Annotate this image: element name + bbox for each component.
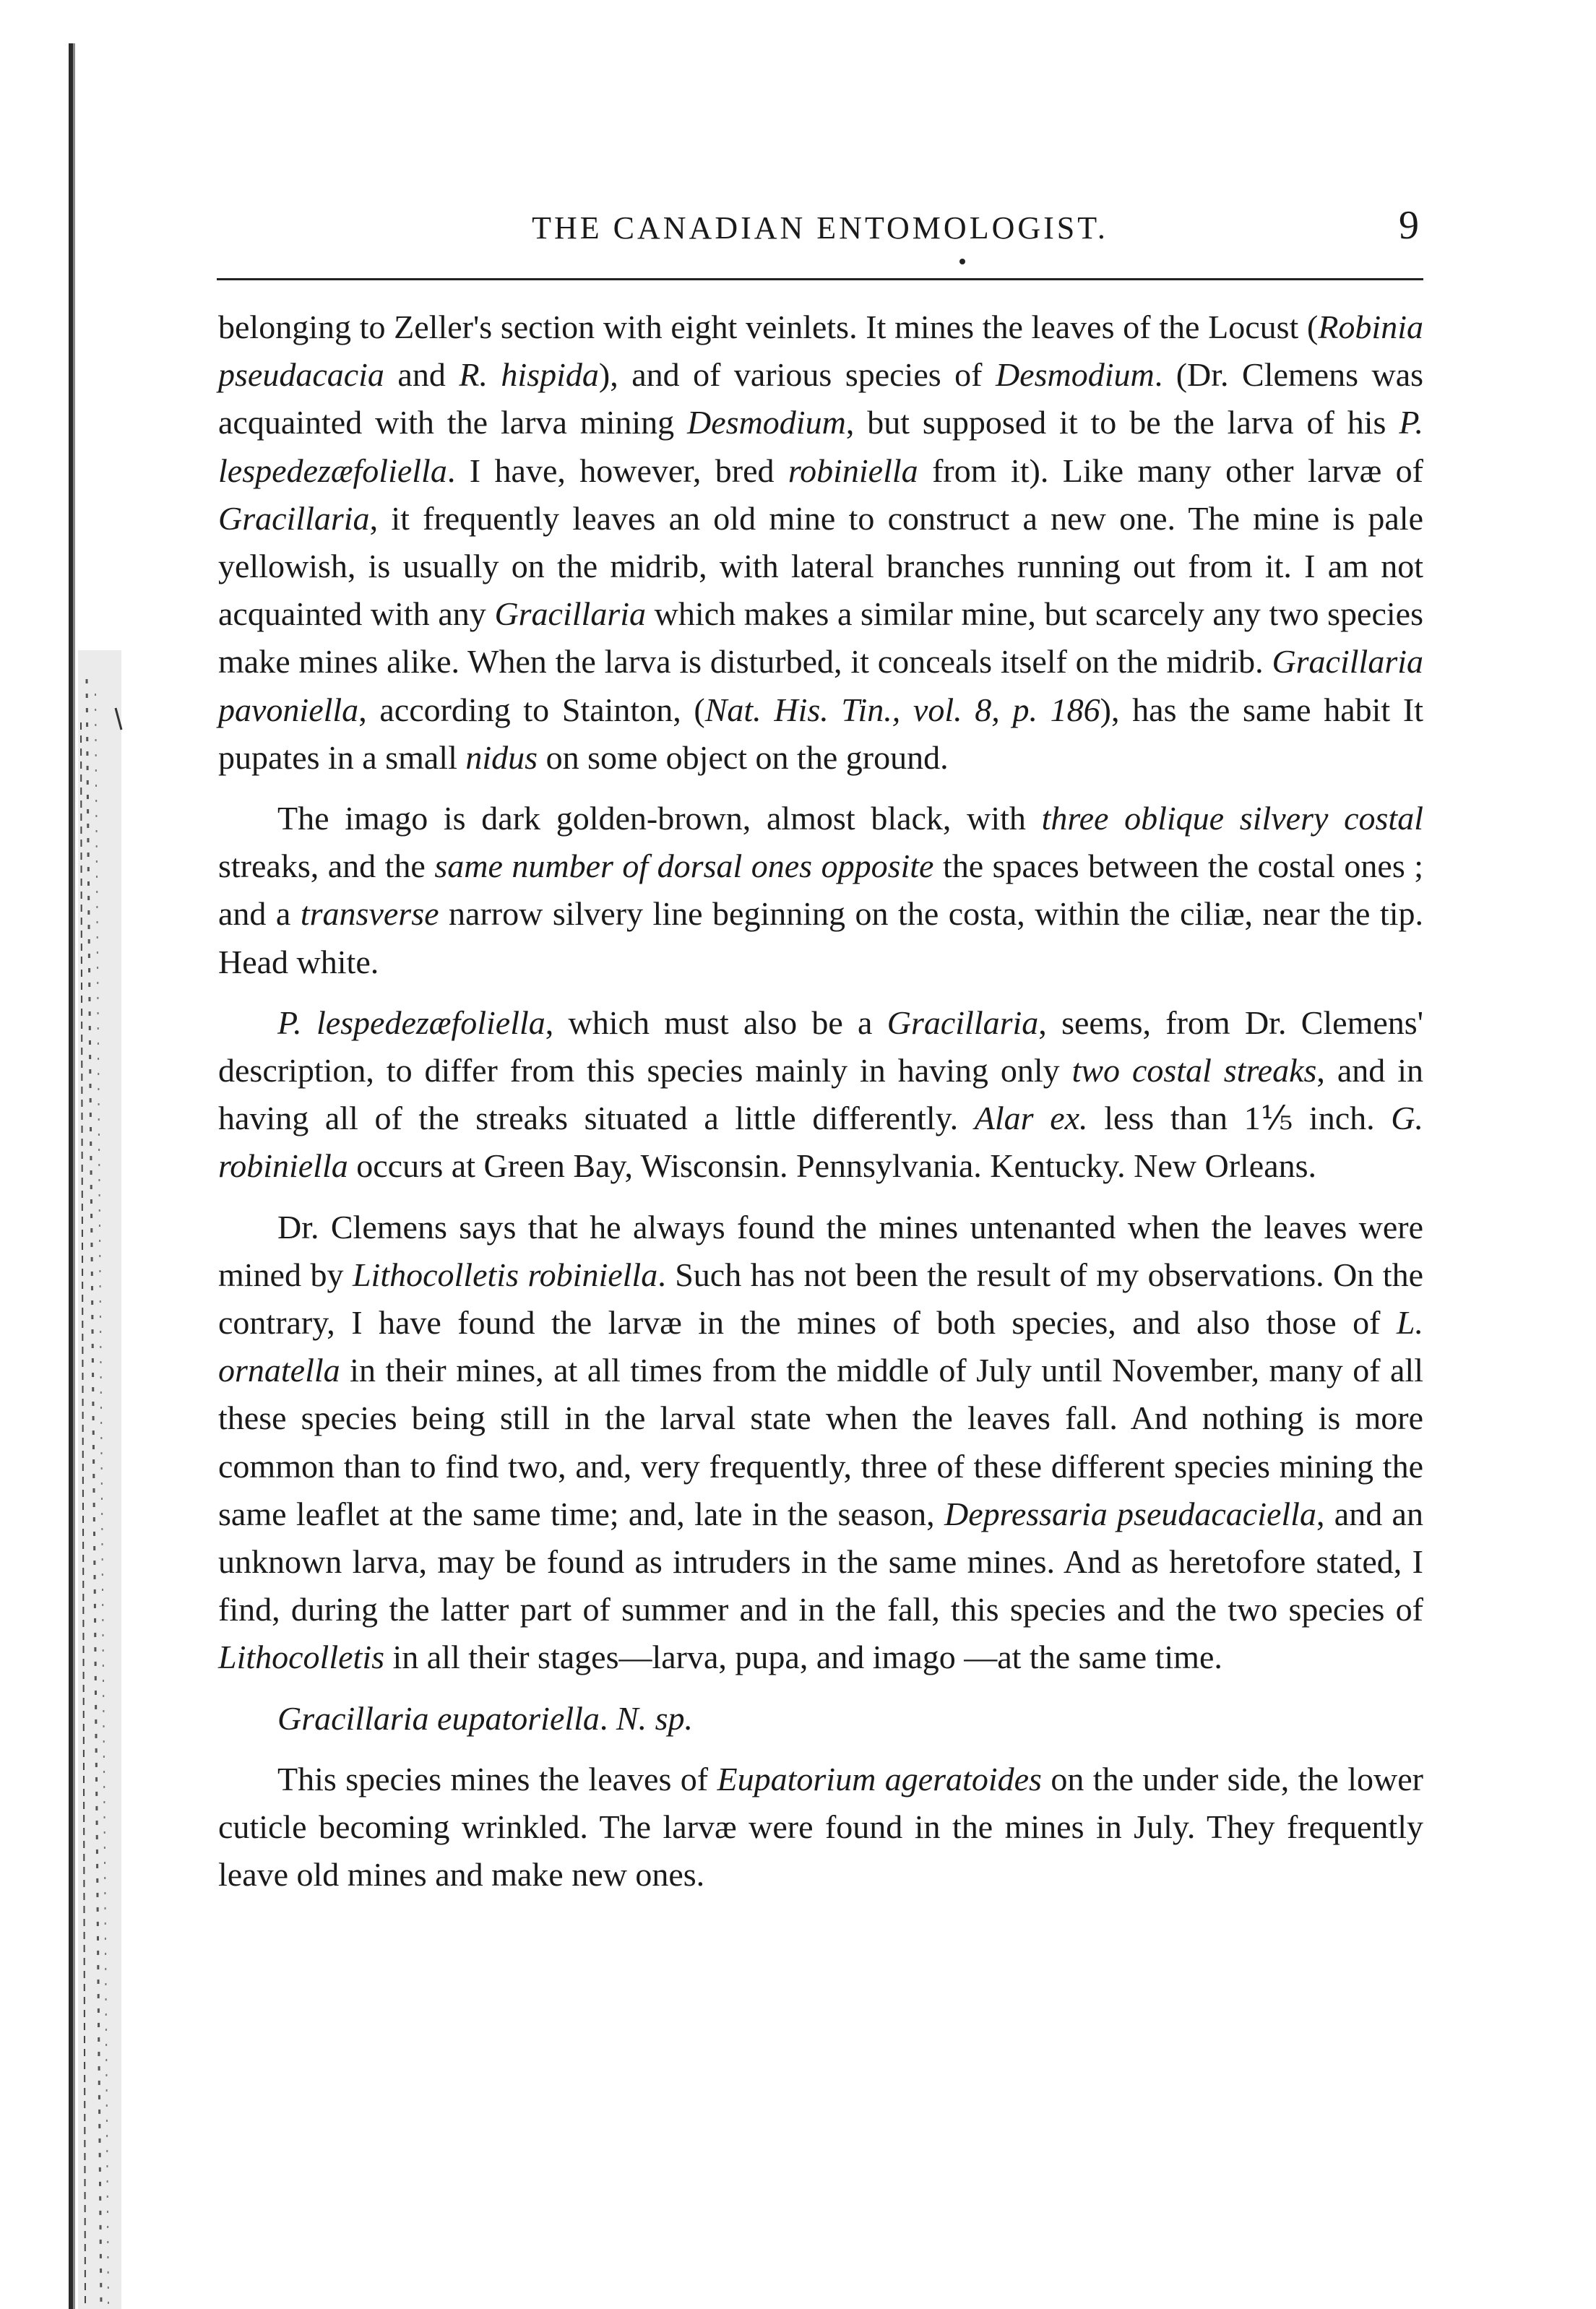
- text-run: , seems, from Dr. Clemens' description, to differ from this species mainly in having only: [218, 1004, 1423, 1089]
- italic-text: Gracillaria: [218, 499, 370, 537]
- italic-text: R. hispida: [459, 356, 599, 394]
- text-run: , according to Stainton, (: [358, 691, 705, 728]
- text-run: inch.: [1293, 1100, 1392, 1137]
- text-run: which makes a similar mine, but scarcely any two species make mines alike. When the larva is disturbed, it conceals itself on the midrib.: [218, 595, 1423, 681]
- text-run: ), and of various species of: [598, 356, 996, 394]
- text-run: .: [599, 1699, 616, 1737]
- text-run: , it frequently leaves an old mine to construct a new one. The mine is pale yellowish, is usually on the midrib, with lateral branches running out from it. I am not acquainted with any: [218, 499, 1423, 633]
- italic-text: Depressaria pseudacaciella: [944, 1495, 1316, 1532]
- italic-text: transverse: [300, 895, 439, 933]
- text-run: and: [384, 356, 460, 394]
- running-title: THE CANADIAN ENTOMOLOGIST.: [532, 210, 1108, 246]
- text-run: on the under side, the lower cuticle becoming wrinkled. The larvæ were found in the mines in July. They frequently leave old mines and make new ones.: [218, 1760, 1423, 1894]
- page-number: 9: [1399, 203, 1419, 248]
- italic-text: nidus: [465, 738, 538, 776]
- italic-text: Gracillaria: [887, 1004, 1039, 1041]
- italic-text: Lithocolletis: [218, 1639, 384, 1676]
- italic-text: Robinia pseudacacia: [218, 308, 1423, 394]
- italic-text: P. lespedezæfoliella: [218, 404, 1423, 489]
- text-run: , but supposed it to be the larva of his: [845, 404, 1399, 441]
- header-dot: [959, 259, 965, 264]
- running-head: [217, 202, 1423, 260]
- text-run: ), has the same habit It pupates in a small: [218, 691, 1423, 776]
- fraction: 1⅕: [1243, 1100, 1293, 1137]
- text-run: , and an unknown larva, may be found as intruders in the same mines. And as heretofore stated, I find, during the latter part of summer and in the fall, this species and the two species of: [218, 1495, 1423, 1628]
- italic-text: same number of dorsal ones opposite: [434, 847, 934, 885]
- species-name: Gracillaria eupatoriella: [277, 1699, 600, 1737]
- header-rule: [217, 278, 1423, 280]
- species-heading: [218, 1695, 1423, 1743]
- italic-text: Eupatorium ageratoides: [717, 1760, 1042, 1797]
- italic-text: Desmodium: [995, 356, 1155, 394]
- italic-text: Gracillaria pavoniella: [218, 643, 1423, 728]
- italic-text: P. lespedezæfoliella: [277, 1004, 545, 1041]
- text-run: narrow silvery line beginning on the costa, within the ciliæ, near the tip. Head white.: [218, 895, 1423, 980]
- body-text: [218, 303, 1423, 1899]
- binding-edge: [0, 0, 144, 2309]
- italic-text: robiniella: [788, 452, 918, 489]
- text-run: , and in having all of the streaks situated a little differently.: [218, 1052, 1423, 1137]
- text-run: on some object on the ground.: [538, 738, 949, 776]
- text-run: less than: [1087, 1100, 1244, 1137]
- paragraph-3: [218, 999, 1423, 1191]
- text-run: streaks, and the: [218, 847, 435, 885]
- text-run: Dr. Clemens says that he always found the mines untenanted when the leaves were mined by: [218, 1208, 1423, 1293]
- text-run: . I have, however, bred: [447, 452, 788, 489]
- text-run: occurs at Green Bay, Wisconsin. Pennsylvania. Kentucky. New Orleans.: [348, 1147, 1317, 1185]
- italic-text: Desmodium: [687, 404, 846, 441]
- text-run: the spaces between the costal ones ; and a: [218, 847, 1424, 933]
- italic-text: three oblique silvery costal: [1041, 800, 1423, 837]
- paragraph-1: [218, 303, 1423, 782]
- text-run: This species mines the leaves of: [277, 1760, 717, 1797]
- italic-text: two costal streaks: [1071, 1052, 1317, 1089]
- text-run: in their mines, at all times from the middle of July until November, many of all these species being still in the larval state when the leaves fall. And nothing is more common than to find two, and, very frequently, three of these different species mining the same leaflet at the same time; and, late in the season,: [218, 1352, 1423, 1532]
- text-run: , which must also be a: [545, 1004, 887, 1041]
- italic-text: L. ornatella: [218, 1304, 1423, 1389]
- text-run: belonging to Zeller's section with eight veinlets. It mines the leaves of the Locust (: [218, 308, 1319, 345]
- text-run: in all their stages—larva, pupa, and imago —at the same time.: [384, 1639, 1222, 1676]
- paragraph-2: [218, 795, 1423, 986]
- italic-text: Alar ex.: [974, 1100, 1088, 1137]
- italic-text: Gracillaria: [494, 595, 646, 633]
- text-run: from it). Like many other larvæ of: [918, 452, 1423, 489]
- text-run: . Such has not been the result of my observations. On the contrary, I have found the larvæ in the mines of both species, and also those of: [218, 1256, 1424, 1342]
- paragraph-4: [218, 1204, 1423, 1682]
- new-species-mark: N. sp.: [616, 1699, 694, 1737]
- italic-text: Nat. His. Tin., vol. 8, p. 186: [704, 691, 1100, 728]
- italic-text: G. robiniella: [218, 1100, 1423, 1185]
- text-run: . (Dr. Clemens was acquainted with the larva mining: [218, 356, 1424, 441]
- paragraph-6: [218, 1756, 1423, 1899]
- text-run: The imago is dark golden-brown, almost black, with: [277, 800, 1042, 837]
- italic-text: Lithocolletis robiniella: [352, 1256, 658, 1293]
